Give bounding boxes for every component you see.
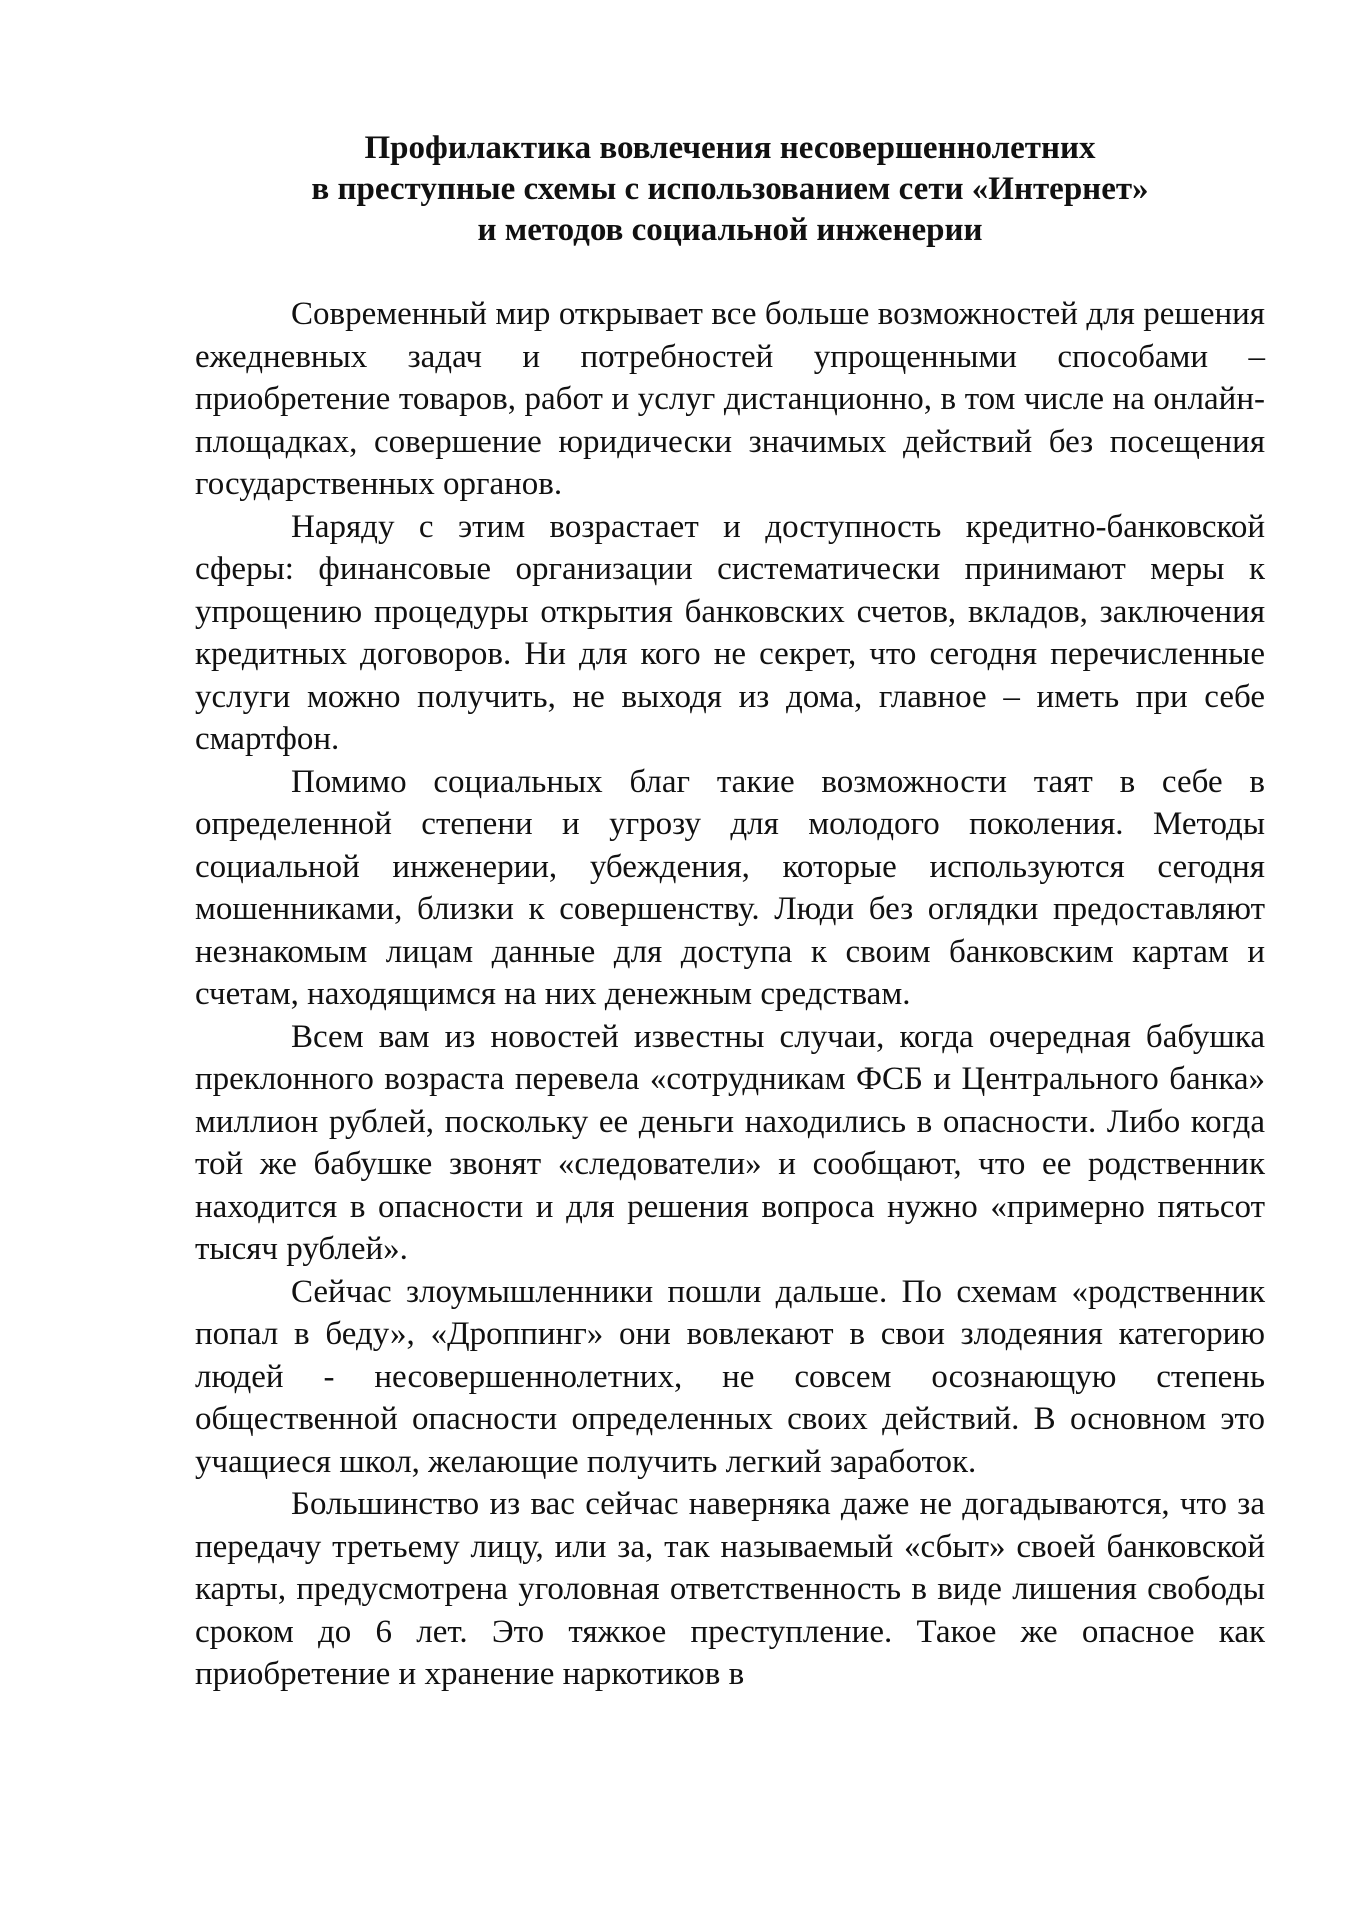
paragraph-1: Современный мир открывает все больше возможностей для решения ежедневных задач и потребностей упрощенными способами – приобретение товаров, работ и услуг дистанционно, в том числе на онлайн-площадках, совершение юридически значимых действий без посещения государственных органов. bbox=[195, 296, 1265, 502]
paragraph-4: Всем вам из новостей известны случаи, когда очередная бабушка преклонного возраста перевела «сотрудникам ФСБ и Центрального банка» миллион рублей, поскольку ее деньги находились в опасности. Либо когда той же бабушке звонят «следователи» и сообщают, что ее родственник находится в опасности и для решения вопроса нужно «примерно пятьсот тысяч рублей». bbox=[195, 1018, 1265, 1267]
document-title bbox=[195, 128, 1265, 251]
title-line-2: в преступные схемы с использованием сети «Интернет» bbox=[311, 171, 1149, 207]
paragraph-2: Наряду с этим возрастает и доступность кредитно-банковской сферы: финансовые организации систематически принимают меры к упрощению процедуры открытия банковских счетов, вкладов, заключения кредитных договоров. Ни для кого не секрет, что сегодня перечисленные услуги можно получить, не выходя из дома, главное – иметь при себе смартфон. bbox=[195, 508, 1265, 757]
paragraph-5: Сейчас злоумышленники пошли дальше. По схемам «родственник попал в беду», «Дроппинг» они вовлекают в свои злодеяния категорию людей - несовершеннолетних, не совсем осознающую степень общественной опасности определенных своих действий. В основном это учащиеся школ, желающие получить легкий заработок. bbox=[195, 1273, 1265, 1480]
document-body bbox=[195, 293, 1265, 1696]
paragraph-6: Большинство из вас сейчас наверняка даже не догадываются, что за передачу третьему лицу, или за, так называемый «сбыт» своей банковской карты, предусмотрена уголовная ответственность в виде лишения свободы сроком до 6 лет. Это тяжкое преступление. Такое же опасное как приобретение и хранение наркотиков в bbox=[195, 1486, 1265, 1692]
paragraph-3: Помимо социальных благ такие возможности таят в себе в определенной степени и угрозу для молодого поколения. Методы социальной инженерии, убеждения, которые используются сегодня мошенниками, близки к совершенству. Люди без оглядки предоставляют незнакомым лицам данные для доступа к своим банковским картам и счетам, находящимся на них денежным средствам. bbox=[195, 763, 1265, 1012]
title-line-3: и методов социальной инженерии bbox=[477, 212, 983, 248]
title-line-1: Профилактика вовлечения несовершеннолетних bbox=[364, 130, 1096, 166]
document-page bbox=[195, 128, 1265, 1696]
